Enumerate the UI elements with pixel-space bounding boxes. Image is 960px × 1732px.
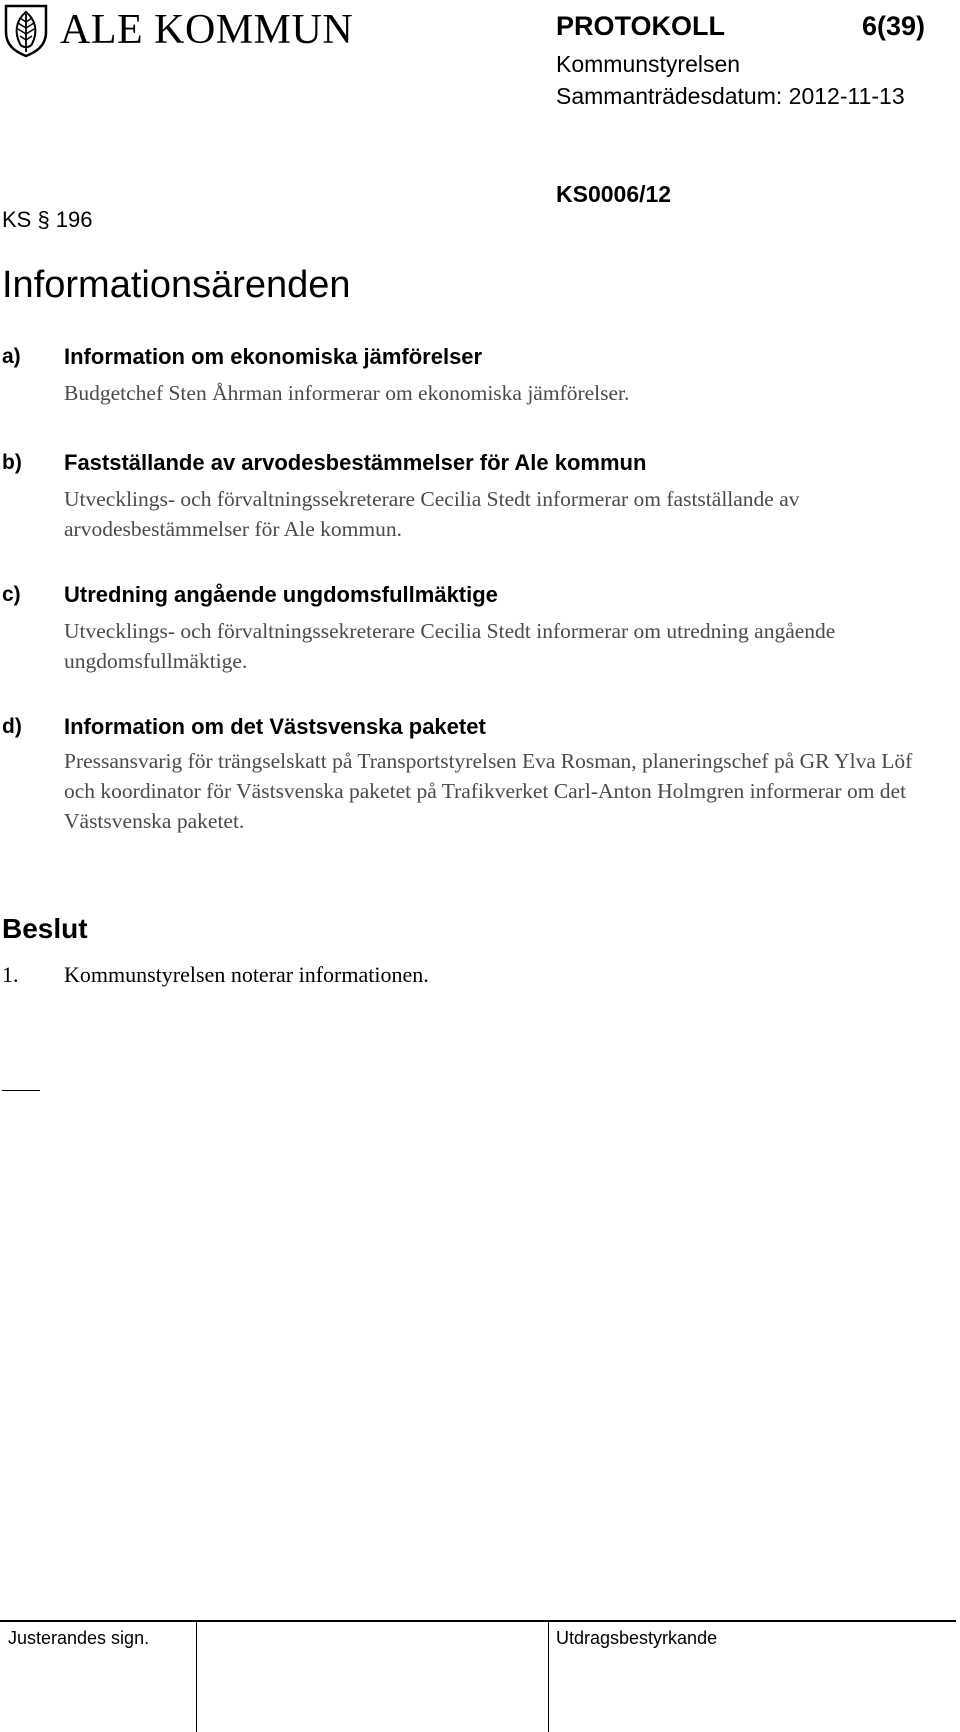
- decision-heading: Beslut: [2, 913, 88, 944]
- page-number: 6(39): [862, 11, 926, 41]
- item-body: Pressansvarig för trängselskatt på Transportstyrelsen Eva Rosman, planeringschef på GR Ylva Löf och koordinator för Västsvenska paketet på Trafikverket Carl-Anton Holmgren informerar om det Västsvenska paketet.: [64, 749, 913, 833]
- footer-sign-label: Justerandes sign.: [8, 1628, 150, 1648]
- org-name: ALE KOMMUN: [60, 7, 354, 53]
- ale-kommun-logo-icon: [2, 2, 50, 58]
- decision-text: Kommunstyrelsen noterar informationen.: [64, 962, 429, 987]
- meeting-date: Sammanträdesdatum: 2012-11-13: [556, 83, 905, 109]
- item-letter: c): [2, 583, 21, 606]
- footer-rule: [0, 1620, 956, 1622]
- item-body: Budgetchef Sten Åhrman informerar om ekonomiska jämförelser.: [64, 381, 630, 405]
- footer-divider: [196, 1620, 197, 1732]
- item-letter: b): [2, 451, 22, 474]
- document-title: PROTOKOLL: [556, 11, 726, 41]
- item-title: Utredning angående ungdomsfullmäktige: [64, 582, 498, 607]
- footer-divider: [548, 1620, 549, 1732]
- main-heading: Informationsärenden: [2, 264, 351, 306]
- item-title: Information om ekonomiska jämförelser: [64, 344, 483, 369]
- item-body: Utvecklings- och förvaltningssekreterare Cecilia Stedt informerar om fastställande av arvodesbestämmelser för Ale kommun.: [64, 487, 800, 541]
- case-paragraph-ref: KS § 196: [2, 207, 93, 232]
- decision-number: 1.: [2, 962, 19, 987]
- item-letter: d): [2, 715, 22, 738]
- end-rule: [2, 1090, 40, 1091]
- case-number: KS0006/12: [556, 181, 672, 207]
- item-letter: a): [2, 345, 21, 368]
- item-title: Information om det Västsvenska paketet: [64, 714, 486, 739]
- footer-extract-label: Utdragsbestyrkande: [556, 1628, 718, 1648]
- body-name: Kommunstyrelsen: [556, 51, 741, 77]
- item-body: Utvecklings- och förvaltningssekreterare Cecilia Stedt informerar om utredning angående ungdomsfullmäktige.: [64, 619, 836, 673]
- item-title: Fastställande av arvodesbestämmelser för Ale kommun: [64, 450, 647, 475]
